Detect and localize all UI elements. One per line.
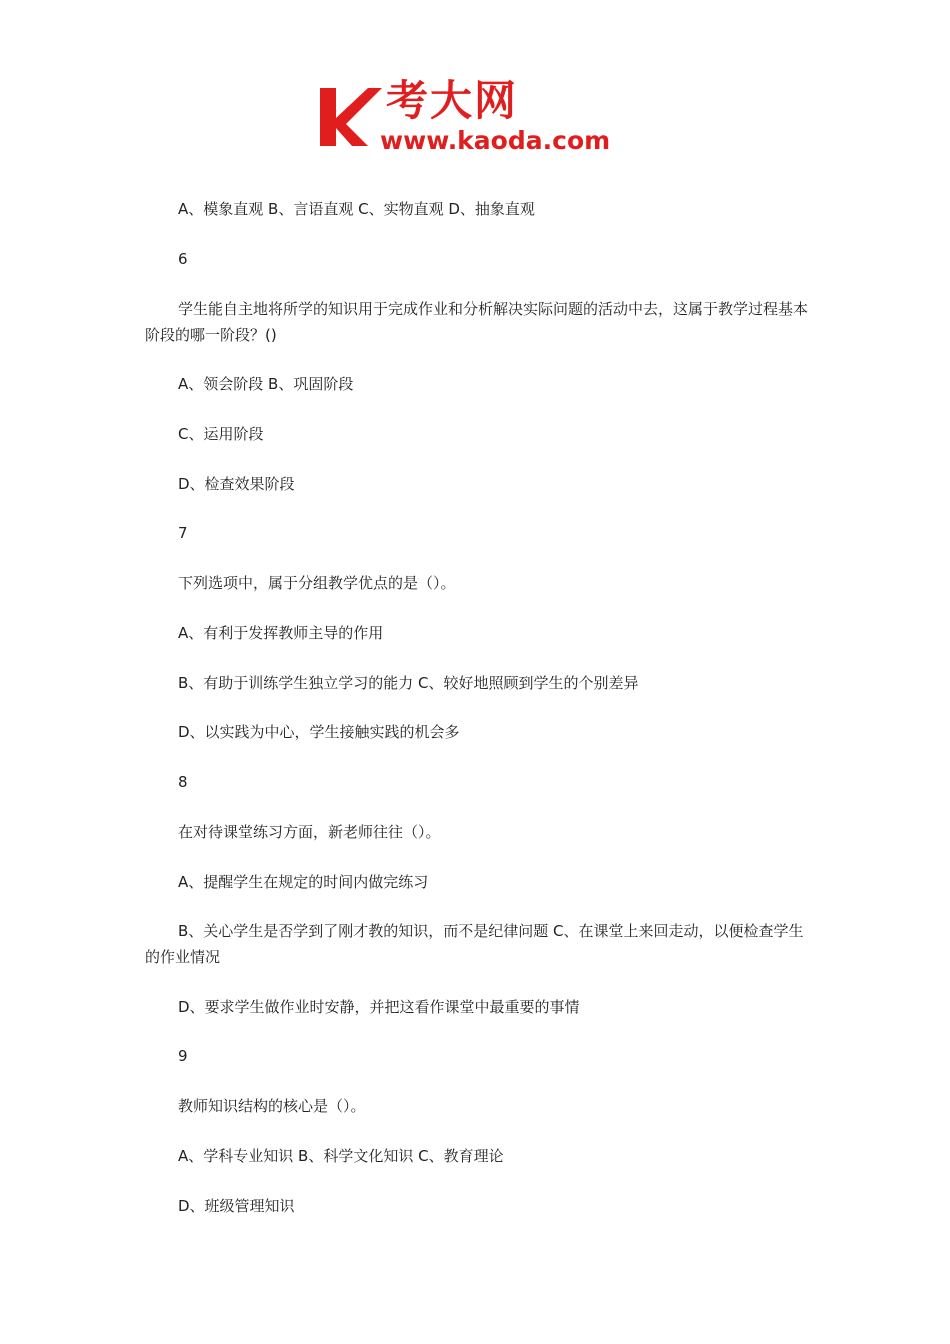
question-8-text: 在对待课堂练习方面，新老师往往（）。 <box>178 823 441 841</box>
logo-brand-name: 考大网 <box>386 76 519 125</box>
option-q8-d: D、要求学生做作业时安静，并把这看作课堂中最重要的事情 <box>178 998 580 1016</box>
option-q8-bc: B、关心学生是否学到了刚才教的知识，而不是纪律问题 C、在课堂上来回走动，以便检查学生的作业情况 <box>145 922 804 966</box>
question-number-6: 6 <box>178 250 188 268</box>
options-q5: A、模象直观 B、言语直观 C、实物直观 D、抽象直观 <box>178 200 535 218</box>
option-q6-ab: A、领会阶段 B、巩固阶段 <box>178 375 354 393</box>
question-7-text: 下列选项中，属于分组教学优点的是（）。 <box>178 574 456 592</box>
logo-brand-url: www.kaoda.com <box>380 126 611 155</box>
question-6-text: 学生能自主地将所学的知识用于完成作业和分析解决实际问题的活动中去，这属于教学过程基本阶段的哪一阶段？() <box>145 300 809 344</box>
option-q6-c: C、运用阶段 <box>178 425 264 443</box>
option-q7-a: A、有利于发挥教师主导的作用 <box>178 624 384 642</box>
option-q7-d: D、以实践为中心，学生接触实践的机会多 <box>178 723 460 741</box>
question-number-7: 7 <box>178 524 188 542</box>
question-number-9: 9 <box>178 1047 188 1065</box>
option-q9-d: D、班级管理知识 <box>178 1197 295 1215</box>
option-q8-a: A、提醒学生在规定的时间内做完练习 <box>178 873 429 891</box>
question-number-8: 8 <box>178 773 188 791</box>
site-logo <box>318 78 638 162</box>
option-q9-abc: A、学科专业知识 B、科学文化知识 C、教育理论 <box>178 1147 504 1165</box>
option-q7-bc: B、有助于训练学生独立学习的能力 C、较好地照顾到学生的个别差异 <box>178 674 639 692</box>
option-q6-d: D、检查效果阶段 <box>178 475 295 493</box>
k-logo-icon <box>318 84 382 150</box>
question-9-text: 教师知识结构的核心是（）。 <box>178 1097 366 1115</box>
